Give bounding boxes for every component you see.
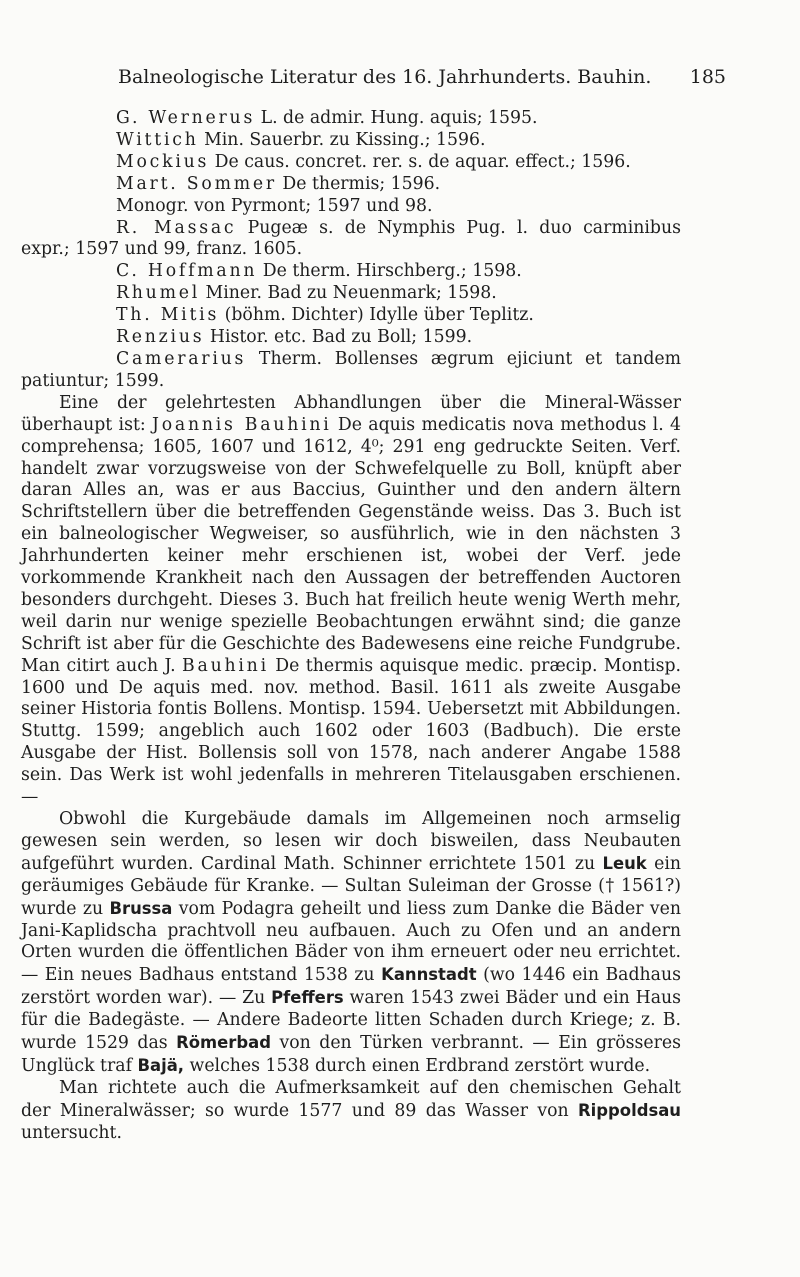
entry-text: Pugeæ s. de Nymphis Pug. l. duo carminibus expr.; 1597 und 99, franz. 1605. [21, 217, 681, 260]
bibliography-list [21, 108, 681, 393]
entry-text: De thermis; 1596. [276, 173, 441, 194]
place-name: Leuk [602, 853, 647, 873]
entry-text: (böhm. Dichter) Idylle über Teplitz. [219, 305, 534, 326]
entry-author: C. Hoffmann [116, 261, 258, 282]
author-name: Bauhini [182, 655, 269, 676]
text-run: von den Türken verbrannt. — Ein grösseres Unglück traf [21, 1033, 681, 1076]
entry-author: Mart. Sommer [116, 173, 277, 194]
entry-text: L. de admir. Hung. aquis; 1595. [255, 108, 538, 128]
bibliography-entry [21, 152, 681, 174]
bibliography-entry [21, 174, 681, 196]
place-name: Rippoldsau [578, 1100, 681, 1120]
place-name: Brussa [109, 898, 173, 918]
place-name: Pfeffers [271, 988, 344, 1008]
entry-author: R. Massac [116, 217, 237, 238]
entry-text: De caus. concret. rer. s. de aquar. effect.; 1596. [209, 151, 631, 172]
text-run: ein geräumiges Gebäude für Kranke. — Sultan Suleiman der Grosse († 1561?) wurde zu [21, 853, 681, 919]
text-run: (wo 1446 ein Badhaus zerstört worden war). — Zu [21, 965, 681, 1009]
bibliography-entry [21, 327, 681, 349]
text-run: Man richtete auch die Aufmerksamkeit auf den chemischen Gehalt der Mineralwässer; so wurde 1577 und 89 das Wasser von [21, 1077, 681, 1121]
text-run: De aquis medicatis nova methodus l. 4 comprehensa; 1605, 1607 und 1612, 4⁰; 291 eng gedruckte Seiten. Verf. handelt zwar vorzugsweise von der Schwefelquelle zu Boll, knüpft aber daran Alles an, was er aus Baccius, Guinther und den andern ältern Schriftstellern über die betreffenden Gegenstände weiss. Das 3. Buch ist ein balneologischer Wegweiser, so ausführlich, wie in den nächsten 3 Jahrhunderten keiner mehr erschienen ist, wobei der Verf. jede vorkommende Krankheit nach den Aussagen der betreffenden Auctoren besonders durchgeht. Dieses 3. Buch hat freilich heute wenig Werth mehr, weil darin nur wenige spezielle Beobachtungen erwähnt sind; die ganze Schrift ist aber für die Geschichte des Badewesens eine reiche Fundgrube. Man citirt auch J. [21, 414, 681, 676]
bibliography-entry [21, 349, 681, 393]
entry-text: Monogr. von Pyrmont; 1597 und 98. [116, 195, 433, 216]
entry-author: G. Wernerus [116, 108, 256, 128]
entry-text: Therm. Bollenses ægrum ejiciunt et tandem patiuntur; 1599. [21, 348, 681, 391]
entry-text: Miner. Bad zu Neuenmark; 1598. [200, 283, 497, 304]
paragraph-bauhin [21, 393, 681, 809]
text-run: Obwohl die Kurgebäude damals im Allgemeinen noch armselig gewesen sein werden, so lesen wir doch bisweilen, dass Neubauten aufgeführt wurden. Cardinal Math. Schinner errichtete 1501 zu [21, 809, 681, 874]
text-run: vom Podagra geheilt und liess zum Danke die Bäder ven Jani-Kaplidscha prachtvoll neu aufbauen. Auch zu Ofen und an andern Orten wurden die öffentlichen Bäder von ihm erneuert oder neu errichtet. — Ein neues Badhaus entstand 1538 zu [21, 898, 682, 986]
paragraph-chemie [21, 1078, 681, 1145]
entry-text: Min. Sauerbr. zu Kissing.; 1596. [198, 129, 486, 150]
bibliography-entry [21, 283, 681, 305]
bibliography-entry [21, 305, 681, 327]
bibliography-entry [21, 196, 681, 218]
bibliography-entry [21, 130, 681, 152]
paragraph-kurgebaeude [21, 809, 681, 1078]
entry-author: Rhumel [116, 283, 201, 304]
text-run: De thermis aquisque medic. præcip. Montisp. 1600 und De aquis med. nov. method. Basil. 1611 als zweite Ausgabe seiner Historia fontis Bollens. Montisp. 1594. Uebersetzt mit Abbildungen. Stuttg. 1599; angeblich auch 1602 oder 1603 (Badbuch). Die erste Ausgabe der Hist. Bollensis soll von 1578, nach anderer Angabe 1588 sein. Das Werk ist wohl jedenfalls in mehreren Titelausgaben erschienen. — [21, 655, 681, 808]
entry-text: Histor. etc. Bad zu Boll; 1599. [204, 327, 473, 348]
entry-text: De therm. Hirschberg.; 1598. [257, 261, 522, 282]
text-run: Eine der gelehrtesten Abhandlungen über die Mineral-Wässer überhaupt ist: [21, 392, 681, 435]
text-run: welches 1538 durch einen Erdbrand zerstört wurde. [184, 1055, 651, 1076]
bibliography-entry [21, 261, 681, 283]
entry-author: Wittich [116, 129, 199, 150]
bibliography-entry [21, 218, 681, 262]
place-name: Kannstadt [381, 965, 477, 985]
entry-author: Camerarius [116, 348, 247, 369]
text-run: untersucht. [21, 1122, 122, 1143]
running-title: Balneologische Literatur des 16. Jahrhunderts. Bauhin. [118, 66, 652, 88]
bibliography-entry [21, 108, 681, 130]
text-run: waren 1543 zwei Bäder und ein Haus für die Badegäste. — Andere Badeorte litten Schaden durch Kriege; z. B. wurde 1529 das [21, 988, 681, 1054]
page-body [21, 108, 681, 1145]
author-name: Joannis Bauhini [152, 414, 332, 435]
entry-author: Mockius [116, 151, 210, 172]
place-name: Römerbad [176, 1033, 271, 1053]
page-number: 185 [689, 66, 726, 88]
entry-author: Th. Mitis [116, 305, 220, 326]
place-name: Bajä, [137, 1055, 185, 1075]
entry-author: Renzius [116, 327, 205, 348]
